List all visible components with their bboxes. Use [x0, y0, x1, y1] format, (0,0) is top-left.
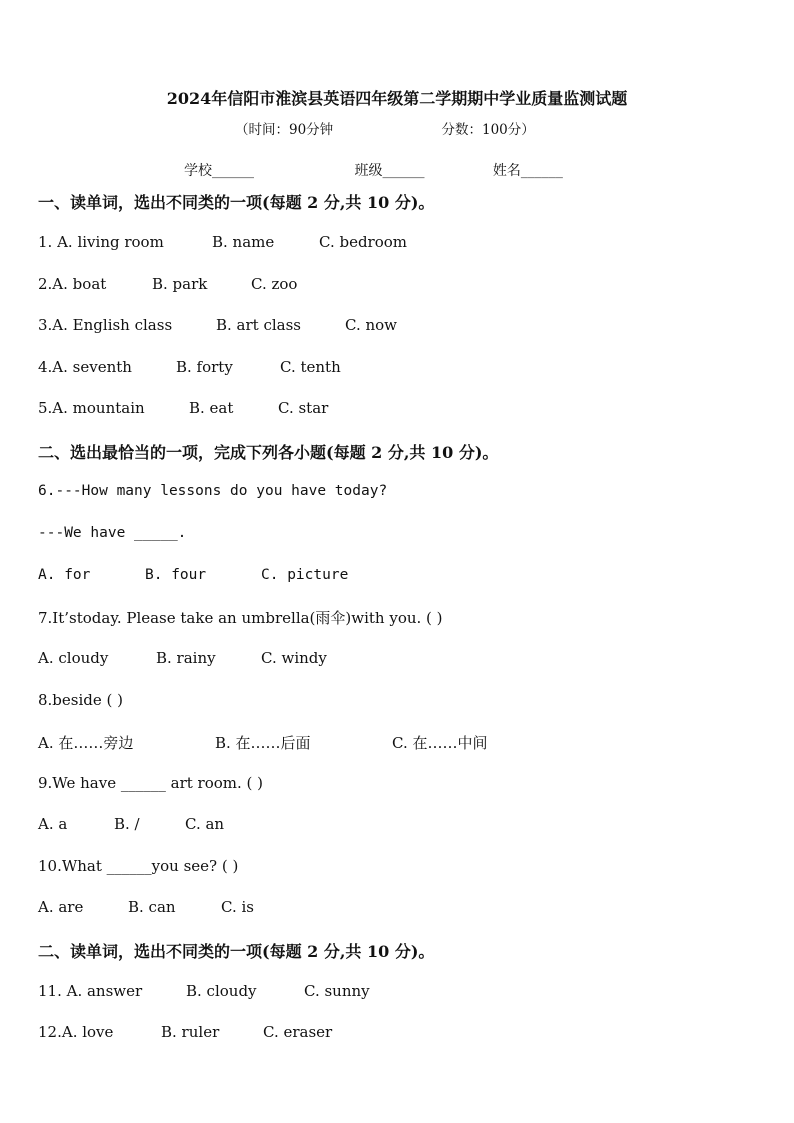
- option-b: B. forty: [176, 358, 233, 376]
- question-6-stem: 6.---How many lessons do you have today?: [38, 483, 388, 499]
- question-6-options: [38, 567, 348, 583]
- question-5: [38, 399, 328, 417]
- question-10-options: [38, 898, 254, 916]
- option-a: 12.A. love: [38, 1023, 114, 1041]
- option-b: B. rainy: [156, 649, 216, 667]
- question-12: [38, 1023, 332, 1041]
- section-heading-2: 二、选出最恰当的一项，完成下列各小题(每题 2 分,共 10 分)。: [38, 443, 499, 462]
- option-b: B. name: [212, 233, 275, 251]
- exam-time: （时间：90分钟: [235, 122, 334, 138]
- question-8-options: [38, 732, 487, 753]
- option-c: C. now: [345, 316, 398, 334]
- option-c: C. 在……中间: [392, 734, 488, 752]
- option-b: B. four: [145, 567, 207, 583]
- option-c: C. is: [221, 898, 254, 916]
- option-c: C. sunny: [304, 982, 370, 1000]
- question-11: [38, 982, 370, 1000]
- student-info: [184, 160, 563, 180]
- name-field: 姓名______: [492, 163, 563, 179]
- option-c: C. picture: [261, 567, 349, 583]
- class-field: 班级______: [354, 163, 425, 179]
- option-c: C. eraser: [263, 1023, 333, 1041]
- option-a: 1. A. living room: [38, 233, 164, 251]
- question-9-options: [38, 815, 224, 833]
- option-c: C. tenth: [280, 358, 341, 376]
- question-6-reply: ---We have _____.: [38, 525, 187, 541]
- school-field: 学校______: [184, 163, 254, 179]
- option-c: C. bedroom: [319, 233, 408, 251]
- option-c: C. star: [278, 399, 329, 417]
- option-b: B. park: [152, 275, 208, 293]
- question-7-options: [38, 649, 327, 667]
- question-10-stem: 10.What ______you see? ( ): [38, 857, 239, 875]
- option-b: B. cloudy: [186, 982, 257, 1000]
- option-b: B. 在……后面: [215, 734, 311, 752]
- option-a: A. 在……旁边: [38, 734, 134, 752]
- question-2: [38, 275, 297, 293]
- option-c: C. windy: [261, 649, 327, 667]
- option-a: A. a: [38, 815, 68, 833]
- option-a: A. are: [38, 898, 84, 916]
- option-c: C. an: [185, 815, 225, 833]
- page-title: 2024年信阳市淮滨县英语四年级第二学期期中学业质量监测试题: [166, 89, 628, 108]
- option-a: 5.A. mountain: [38, 399, 145, 417]
- question-3: [38, 316, 397, 334]
- option-b: B. art class: [216, 316, 302, 334]
- question-4: [38, 358, 341, 376]
- option-a: A. for: [38, 567, 91, 583]
- option-a: 11. A. answer: [38, 982, 143, 1000]
- option-b: B. can: [128, 898, 176, 916]
- option-a: 4.A. seventh: [38, 358, 132, 376]
- option-b: B. ruler: [161, 1023, 220, 1041]
- section-heading-1: 一、读单词，选出不同类的一项(每题 2 分,共 10 分)。: [38, 193, 435, 212]
- option-a: 3.A. English class: [38, 316, 173, 334]
- option-b: B. eat: [189, 399, 234, 417]
- question-8-stem: 8.beside ( ): [38, 691, 124, 709]
- option-b: B. /: [114, 815, 140, 833]
- option-a: A. cloudy: [38, 649, 109, 667]
- exam-score: 分数：100分）: [441, 122, 535, 138]
- question-1: [38, 233, 407, 251]
- option-c: C. zoo: [251, 275, 298, 293]
- exam-meta: [235, 118, 535, 138]
- section-heading-3: 二、读单词，选出不同类的一项(每题 2 分,共 10 分)。: [38, 942, 435, 961]
- question-7-stem: 7.It’stoday. Please take an umbrella(雨伞)with you. ( ): [38, 609, 443, 627]
- option-a: 2.A. boat: [38, 275, 107, 293]
- question-9-stem: 9.We have ______ art room. ( ): [38, 774, 264, 792]
